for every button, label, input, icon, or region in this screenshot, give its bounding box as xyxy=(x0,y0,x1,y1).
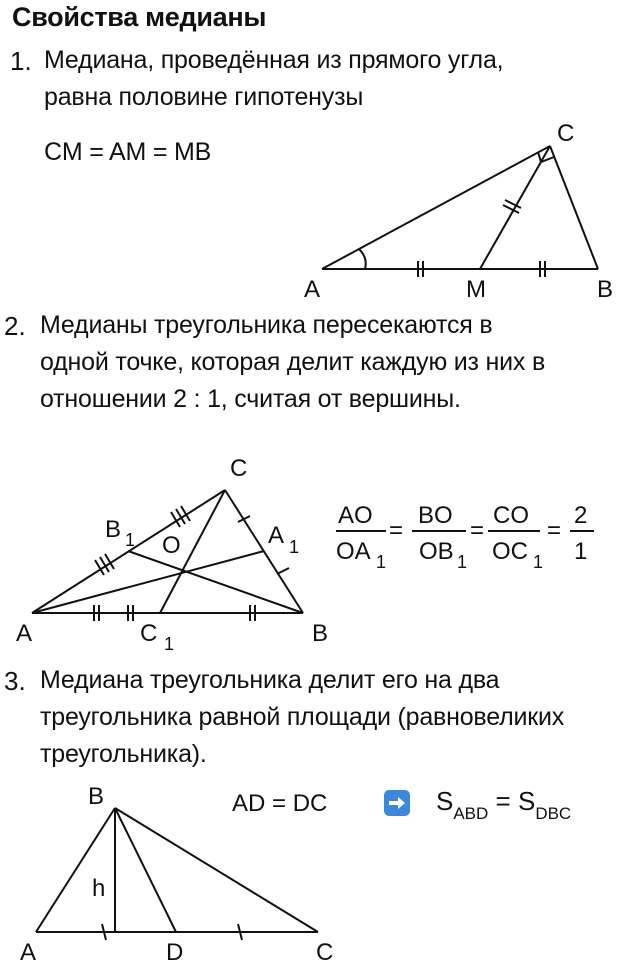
label-B1-sub: 1 xyxy=(125,530,136,550)
label-C-3: C xyxy=(316,939,334,960)
item-number-3: 3. xyxy=(4,666,26,696)
area-right-sub: DBC xyxy=(535,804,572,823)
tick-A1B xyxy=(277,568,289,574)
eq-2: = xyxy=(470,517,485,544)
p2-line-1: Медианы треугольника пересекаются в xyxy=(40,311,493,339)
item-number-2: 2. xyxy=(4,311,26,341)
label-B-2: B xyxy=(312,620,329,647)
label-D: D xyxy=(166,939,184,960)
diagram-right-triangle xyxy=(322,146,598,277)
median-AA1 xyxy=(32,551,264,613)
label-C-2: C xyxy=(230,455,248,482)
area-left-sub: ABD xyxy=(453,804,489,823)
frac2-num: BO xyxy=(418,502,453,529)
label-B1: B xyxy=(105,516,122,543)
page-title: Свойства медианы xyxy=(12,2,267,32)
frac3-den: OC xyxy=(492,538,528,565)
area-equation xyxy=(436,786,572,823)
area-eq: = xyxy=(495,786,511,816)
label-C1-sub: 1 xyxy=(164,634,175,654)
label-A-3: A xyxy=(20,939,37,960)
frac1-den: OA xyxy=(336,538,371,565)
frac3-num: CO xyxy=(493,502,529,529)
area-left-s: S xyxy=(436,786,454,816)
frac3-den-sub: 1 xyxy=(533,552,544,572)
label-A-2: A xyxy=(16,620,33,647)
frac2-den-sub: 1 xyxy=(457,552,468,572)
frac4-num: 2 xyxy=(574,502,588,529)
label-A1: A xyxy=(268,522,285,549)
eq-3: = xyxy=(547,517,562,544)
label-B-3: B xyxy=(88,783,105,810)
frac4-den: 1 xyxy=(574,538,588,565)
median-BB1 xyxy=(128,551,303,613)
label-C1: C xyxy=(140,620,158,647)
p3-formula: AD = DC xyxy=(232,790,328,817)
label-O: O xyxy=(162,532,181,559)
p3-line-3: треугольника). xyxy=(40,740,207,768)
p3-line-2: треугольника равной площади (равновеликих xyxy=(40,703,565,731)
frac2-den: OB xyxy=(419,538,454,565)
item-number-1: 1. xyxy=(10,46,32,76)
p1-line-2: равна половине гипотенузы xyxy=(44,83,364,111)
area-right-s: S xyxy=(517,786,536,816)
side-CB xyxy=(550,146,598,269)
diagram-area xyxy=(36,808,318,940)
label-A1-sub: 1 xyxy=(289,537,300,557)
label-A: A xyxy=(304,276,321,303)
ratio-formula xyxy=(336,502,594,572)
p1-formula: CM = AM = MB xyxy=(44,138,212,166)
p1-line-1: Медиана, проведённая из прямого угла, xyxy=(44,46,504,74)
side-AB xyxy=(36,808,115,932)
label-h: h xyxy=(92,875,106,902)
p2-line-3: отношении 2 : 1, считая от вершины. xyxy=(40,385,461,413)
label-B: B xyxy=(597,276,614,303)
eq-1: = xyxy=(389,517,404,544)
p3-line-1: Медиана треугольника делит его на два xyxy=(40,666,500,694)
label-C: C xyxy=(557,120,575,147)
right-arrow-icon xyxy=(384,790,410,816)
frac1-den-sub: 1 xyxy=(376,552,387,572)
angle-arc-A xyxy=(359,249,366,269)
p2-line-2: одной точке, которая делит каждую из них в xyxy=(40,348,546,376)
label-M: M xyxy=(466,276,486,303)
frac1-num: AO xyxy=(338,502,373,529)
